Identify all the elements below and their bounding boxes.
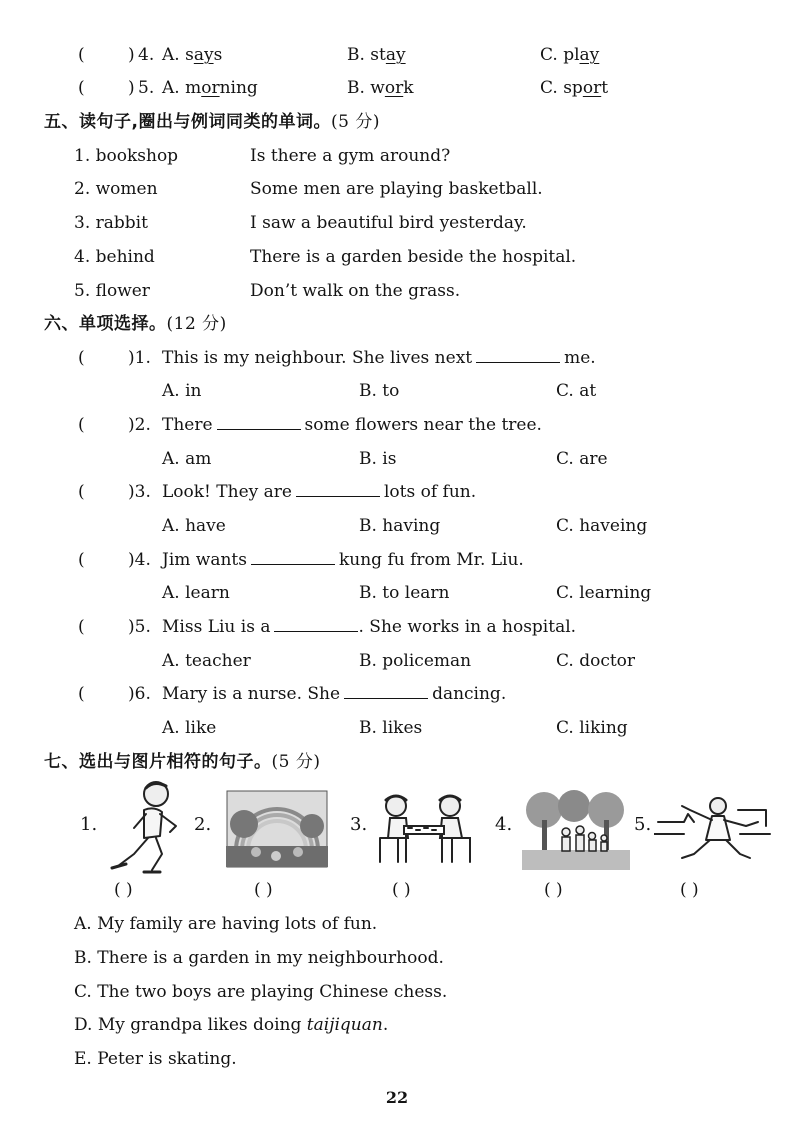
option-c: C. sport (540, 78, 609, 98)
answer-paren[interactable]: ( ) (114, 880, 133, 900)
option-b: B. having (359, 516, 441, 536)
option-b: B. is (359, 449, 397, 469)
answer-paren[interactable]: ( ) (392, 880, 411, 900)
option-c: C. are (556, 449, 608, 469)
answer-blank (217, 415, 301, 430)
sentence-option-d: D. My grandpa likes doing taijiquan. (74, 1015, 389, 1035)
example-word: 1. bookshop (74, 146, 179, 166)
answer-blank (274, 617, 358, 632)
grandpa-taijiquan-picture (654, 792, 772, 868)
option-a: A. morning (162, 78, 258, 98)
option-a: A. in (162, 381, 202, 401)
option-c: C. play (540, 45, 600, 65)
rainbow-garden-picture (226, 790, 328, 868)
section6-heading: 六、单项选择。(12 分) (44, 314, 227, 334)
answer-paren[interactable]: ( ) (254, 880, 273, 900)
section5-heading: 五、读句子,圈出与例词同类的单词。(5 分) (44, 112, 380, 132)
section7-heading: 七、选出与图片相符的句子。(5 分) (44, 752, 321, 772)
option-b: B. work (347, 78, 414, 98)
sentence: There is a garden beside the hospital. (250, 247, 577, 267)
option-a: A. am (162, 449, 212, 469)
option-c: C. at (556, 381, 597, 401)
question-text: Mary is a nurse. She dancing. (162, 684, 507, 704)
option-b: B. stay (347, 45, 406, 65)
picture-number: 2. (194, 814, 212, 835)
option-a: A. teacher (162, 651, 251, 671)
boys-chess-picture (372, 792, 476, 868)
sentence: Is there a gym around? (250, 146, 451, 166)
picture-number: 5. (634, 814, 652, 835)
question-text: Jim wants kung fu from Mr. Liu. (162, 550, 524, 570)
sentence: Don’t walk on the grass. (250, 281, 461, 301)
picture-number: 3. (350, 814, 368, 835)
answer-blank (296, 482, 380, 497)
answer-blank (476, 348, 560, 363)
answer-blank (344, 684, 428, 699)
option-b: B. to learn (359, 583, 450, 603)
family-trees-picture (522, 790, 630, 870)
answer-paren-open[interactable]: ( (78, 617, 85, 637)
answer-paren[interactable]: ( ) (680, 880, 699, 900)
page-number: 22 (385, 1088, 409, 1107)
option-a: A. says (162, 45, 223, 65)
skating-boy-picture (104, 780, 188, 875)
option-a: A. learn (162, 583, 230, 603)
question-text: This is my neighbour. She lives next me. (162, 348, 596, 368)
answer-paren-open[interactable]: ( (78, 550, 85, 570)
sentence-option-c: C. The two boys are playing Chinese chess. (74, 982, 448, 1002)
sentence: I saw a beautiful bird yesterday. (250, 213, 527, 233)
example-word: 4. behind (74, 247, 155, 267)
option-b: B. policeman (359, 651, 472, 671)
answer-paren-open[interactable]: ( (78, 348, 85, 368)
picture-number: 1. (80, 814, 98, 835)
sentence-option-e: E. Peter is skating. (74, 1049, 237, 1069)
option-a: A. like (162, 718, 217, 738)
option-c: C. learning (556, 583, 652, 603)
sentence: Some men are playing basketball. (250, 179, 543, 199)
sentence-option-a: A. My family are having lots of fun. (74, 914, 378, 934)
option-b: B. likes (359, 718, 423, 738)
sentence-option-b: B. There is a garden in my neighbourhood. (74, 948, 444, 968)
question-text: There some flowers near the tree. (162, 415, 542, 435)
question-text: Look! They are lots of fun. (162, 482, 477, 502)
answer-blank (251, 550, 335, 565)
picture-number: 4. (495, 814, 513, 835)
answer-paren-open[interactable]: ( (78, 482, 85, 502)
answer-paren[interactable]: ( ) (544, 880, 563, 900)
option-c: C. haveing (556, 516, 648, 536)
option-c: C. doctor (556, 651, 636, 671)
answer-paren-open[interactable]: ( (78, 684, 85, 704)
example-word: 5. flower (74, 281, 150, 301)
option-b: B. to (359, 381, 400, 401)
answer-paren-open[interactable]: ( (78, 415, 85, 435)
option-c: C. liking (556, 718, 628, 738)
question-text: Miss Liu is a . She works in a hospital. (162, 617, 577, 637)
example-word: 2. women (74, 179, 158, 199)
example-word: 3. rabbit (74, 213, 148, 233)
option-a: A. have (162, 516, 226, 536)
